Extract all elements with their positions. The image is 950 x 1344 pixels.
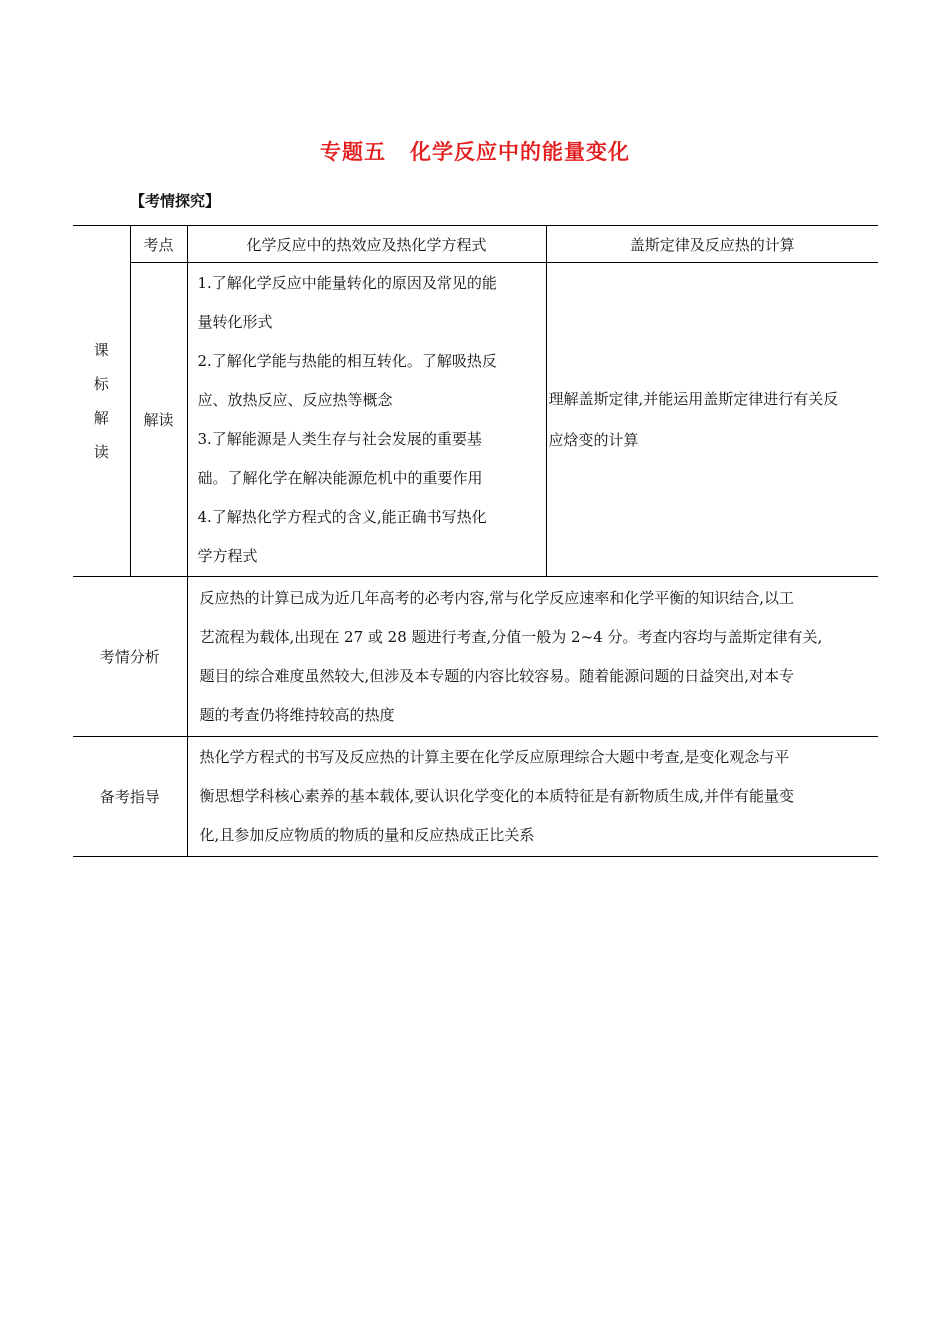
kqfx-line: 艺流程为载体,出现在 27 或 28 题进行考查,分值一般为 2~4 分。考查内容均与盖斯定律有关, [199, 627, 823, 646]
topic2-header: 盖斯定律及反应热的计算 [546, 226, 878, 263]
topic1-line: 础。了解化学在解决能源危机中的重要作用 [197, 468, 483, 487]
topic1-line: 2.了解化学能与热能的相互转化。了解吸热反 [197, 351, 497, 370]
bkzd-line: 热化学方程式的书写及反应热的计算主要在化学反应原理综合大题中考查,是变化观念与平 [199, 748, 790, 766]
topic2-content [546, 263, 878, 577]
kqfx-label: 考情分析 [73, 577, 187, 737]
title-part-1: 专题五 [320, 140, 386, 164]
topic1-line: 应、放热反应、反应热等概念 [197, 390, 393, 409]
bkzd-label: 备考指导 [73, 737, 187, 857]
topic1-line: 3.了解能源是人类生存与社会发展的重要基 [197, 429, 482, 448]
topic1-header: 化学反应中的热效应及热化学方程式 [187, 226, 546, 263]
kbjd-vertical-label [73, 333, 130, 469]
kbjd-char: 读 [93, 443, 109, 461]
topic1-line: 量转化形式 [197, 312, 273, 331]
kbjd-char: 标 [93, 375, 109, 393]
kqfx-line: 反应热的计算已成为近几年高考的必考内容,常与化学反应速率和化学平衡的知识结合,以工 [199, 588, 795, 607]
kqfx-line: 题目的综合难度虽然较大,但涉及本专题的内容比较容易。随着能源问题的日益突出,对本专 [199, 666, 795, 685]
topic1-content [187, 263, 546, 577]
topic2-line: 应焓变的计算 [548, 430, 639, 449]
topic1-line: 学方程式 [197, 546, 258, 565]
kbjd-char: 解 [93, 409, 109, 427]
section-label: 【考情探究】 [130, 192, 221, 210]
kbjd-char: 课 [93, 341, 109, 359]
kaodian-header: 考点 [130, 226, 187, 263]
kqfx-line: 题的考查仍将维持较高的热度 [199, 705, 395, 724]
bkzd-line: 衡思想学科核心素养的基本载体,要认识化学变化的本质特征是有新物质生成,并伴有能量变 [199, 787, 795, 805]
topic1-line: 4.了解热化学方程式的含义,能正确书写热化 [197, 507, 487, 526]
bkzd-line: 化,且参加反应物质的物质的量和反应热成正比关系 [199, 826, 535, 844]
kbjd-header-cell [73, 226, 130, 577]
jiedu-label: 解读 [130, 263, 187, 577]
title-part-2: 化学反应中的能量变化 [410, 140, 630, 164]
topic2-line: 理解盖斯定律,并能运用盖斯定律进行有关反 [548, 389, 839, 408]
topic1-line: 1.了解化学反应中能量转化的原因及常见的能 [197, 273, 497, 292]
page-title [0, 136, 950, 166]
bkzd-content [187, 737, 878, 857]
kqfx-content [187, 577, 878, 737]
exam-analysis-table [73, 225, 878, 857]
